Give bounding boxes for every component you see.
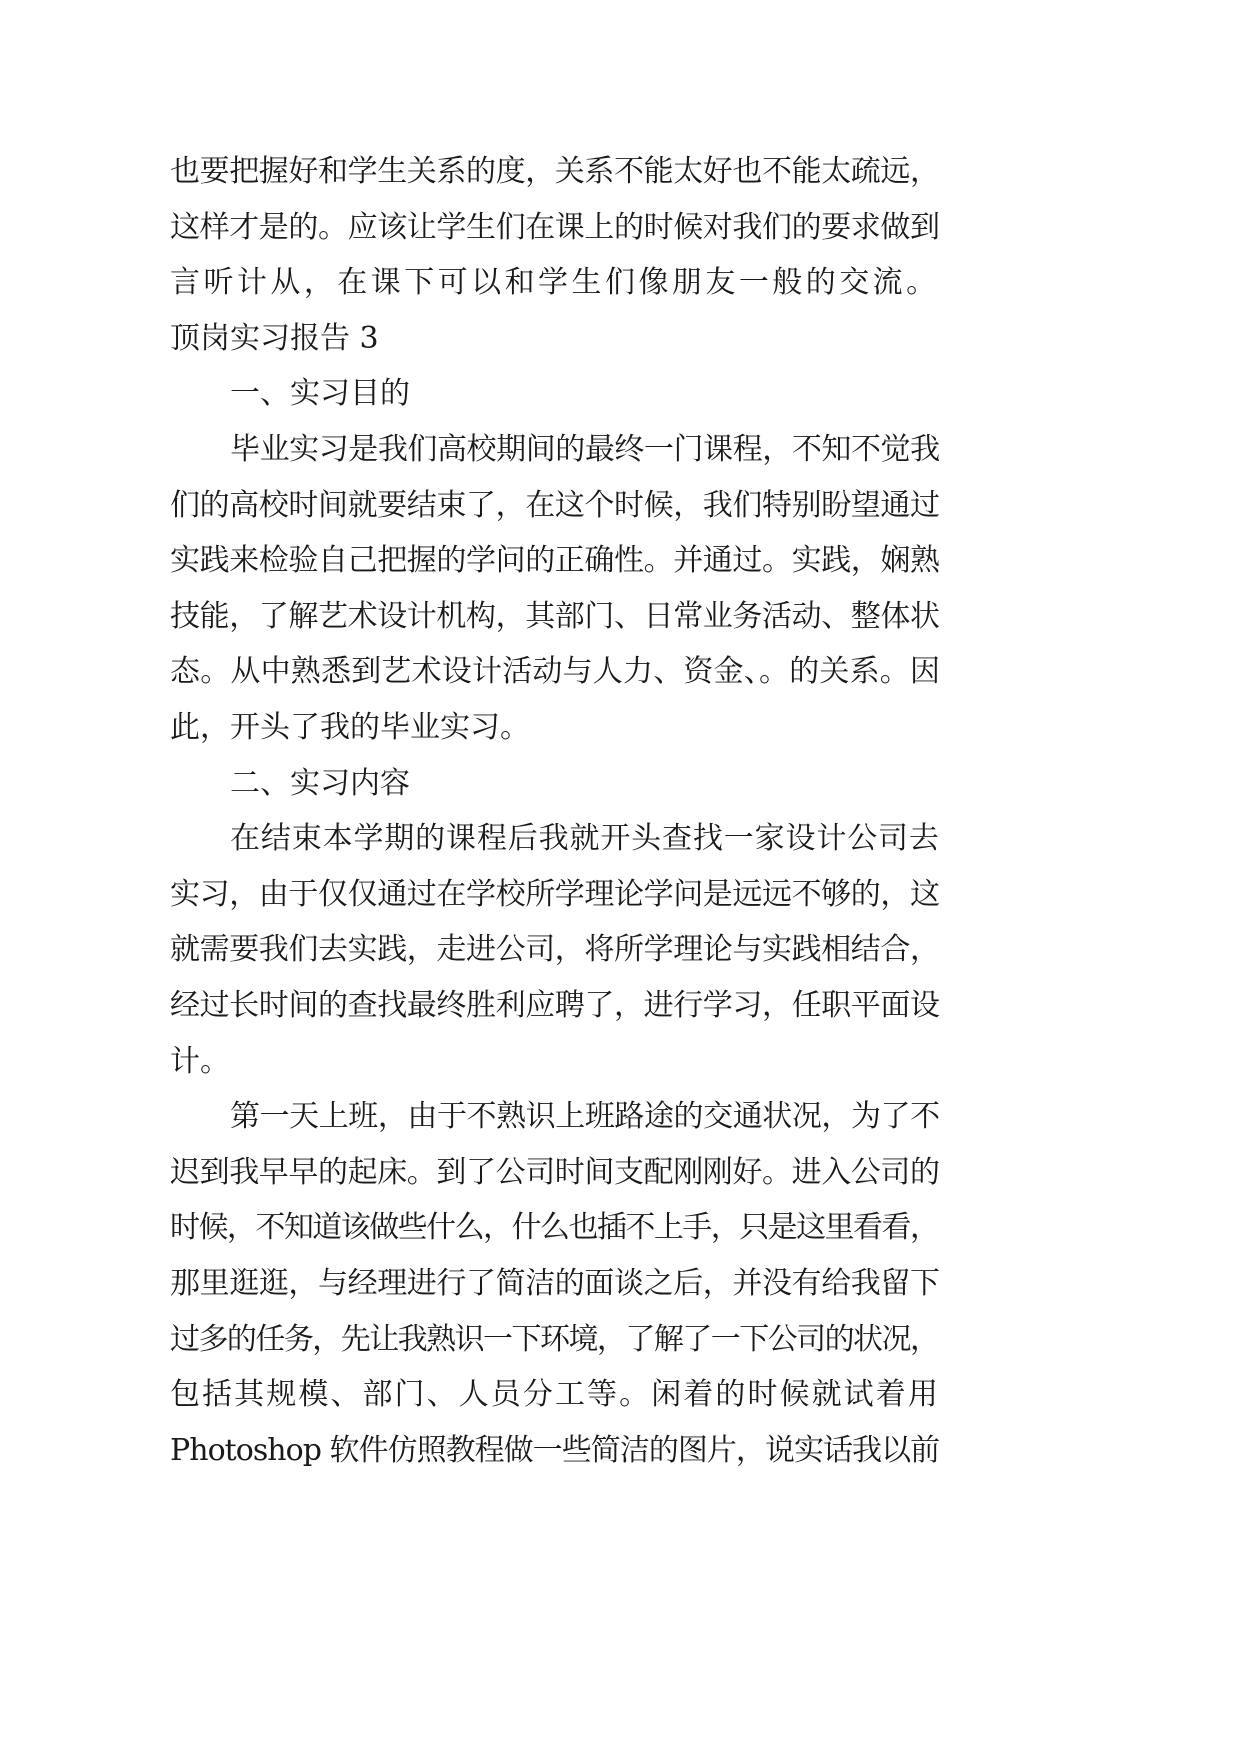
text-line: 此，开头了我的毕业实习。	[170, 710, 530, 745]
text-line: 言听计从，在课下可以和学生们像朋友一般的交流。	[170, 265, 940, 300]
text-line: 毕业实习是我们高校期间的最终一门课程，不知不觉我	[230, 432, 940, 467]
text-line: Photoshop 软件仿照教程做一些简洁的图片，说实话我以前	[170, 1433, 940, 1468]
text-line: 态。从中熟悉到艺术设计活动与人力、资金、。的关系。因	[170, 654, 941, 689]
text-line: 计。	[170, 1044, 230, 1079]
section-title: 顶岗实习报告 3	[170, 321, 379, 356]
text-line: 包括其规模、部门、人员分工等。闲着的时候就试着用	[170, 1377, 940, 1412]
text-line: 实习，由于仅仅通过在学校所学理论学问是远远不够的，这	[170, 877, 940, 912]
text-line: 经过长时间的查找最终胜利应聘了，进行学习，任职平面设	[170, 988, 940, 1023]
text-line: 就需要我们去实践，走进公司，将所学理论与实践相结合，	[170, 932, 940, 967]
text-line: 那里逛逛，与经理进行了简洁的面谈之后，并没有给我留下	[170, 1266, 940, 1301]
text-line: 这样才是的。应该让学生们在课上的时候对我们的要求做到	[170, 210, 940, 245]
text-line: 过多的任务，先让我熟识一下环境，了解了一下公司的状况，	[170, 1322, 939, 1357]
text-line: 也要把握好和学生关系的度，关系不能太好也不能太疏远，	[170, 154, 940, 189]
text-line: 实践来检验自己把握的学问的正确性。并通过。实践，娴熟	[170, 543, 940, 578]
text-line: 们的高校时间就要结束了，在这个时候，我们特别盼望通过	[170, 488, 940, 523]
text-line: 时候，不知道该做些什么，什么也插不上手，只是这里看看，	[170, 1210, 939, 1245]
text-line: 在结束本学期的课程后我就开头查找一家设计公司去	[230, 821, 940, 856]
section-heading: 一、实习目的	[230, 376, 410, 411]
text-line: 迟到我早早的起床。到了公司时间支配刚刚好。进入公司的	[170, 1155, 940, 1190]
text-line: 技能，了解艺术设计机构，其部门、日常业务活动、整体状	[170, 599, 940, 634]
section-heading: 二、实习内容	[230, 766, 410, 801]
text-line: 第一天上班，由于不熟识上班路途的交通状况，为了不	[230, 1099, 940, 1134]
